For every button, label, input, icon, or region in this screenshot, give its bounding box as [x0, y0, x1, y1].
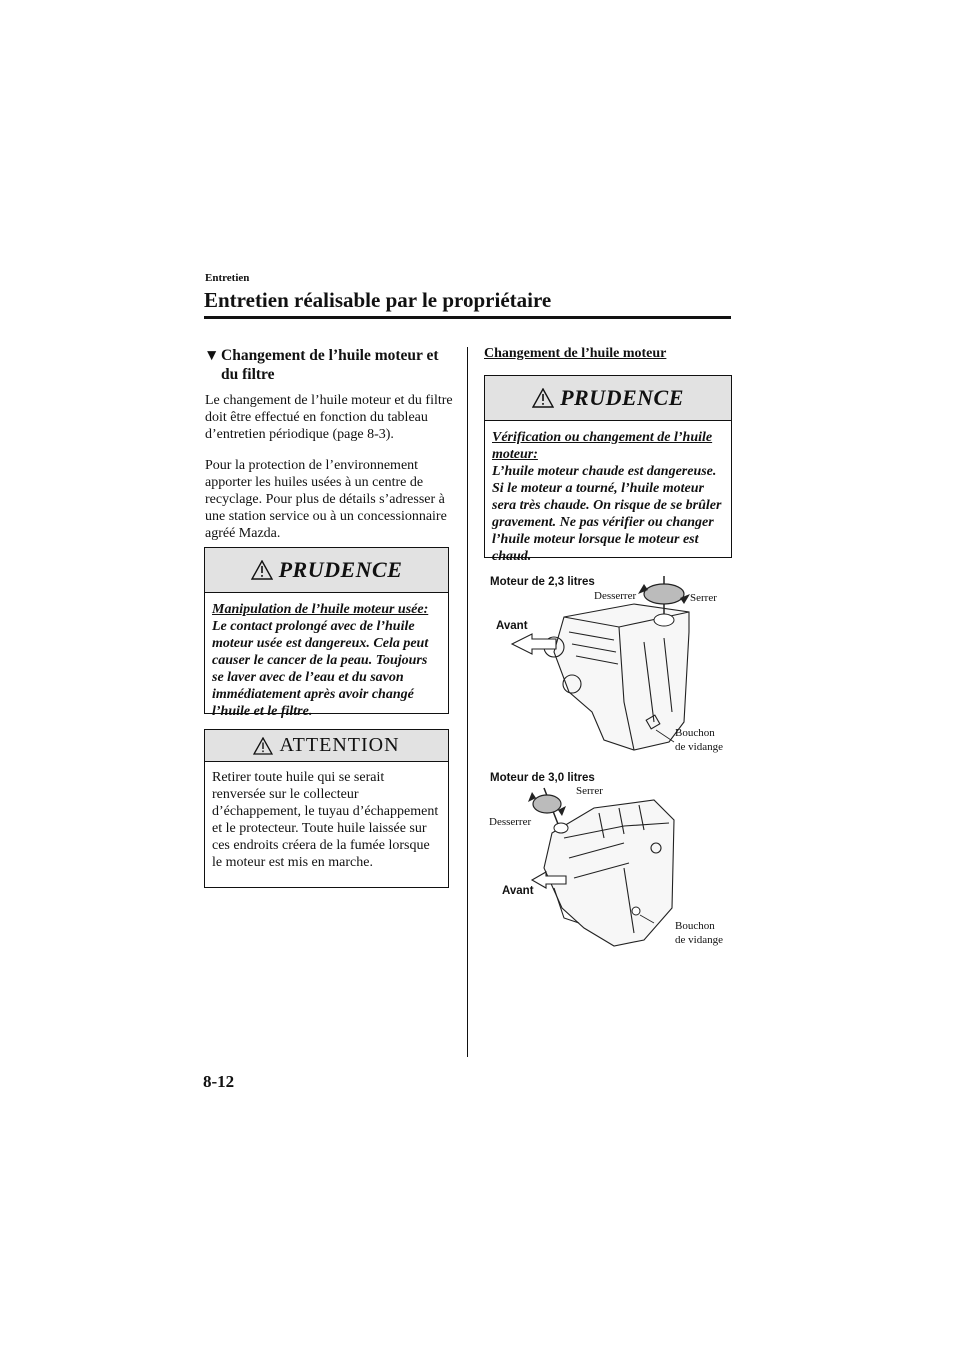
warning-triangle-icon: [251, 560, 273, 580]
caution-box-hot-oil: [484, 375, 732, 564]
page-title: Entretien réalisable par le propriétaire: [204, 288, 552, 312]
caution-subtitle: Vérification ou changement de l’huile moteur:: [492, 430, 713, 462]
rotation-arrow-icon: [528, 792, 566, 816]
column-divider: [467, 347, 468, 1057]
warning-triangle-icon: [532, 388, 554, 408]
attention-box: [204, 729, 449, 888]
caution-label: PRUDENCE: [560, 385, 684, 410]
warning-triangle-icon: [253, 737, 273, 755]
attention-label: ATTENTION: [279, 734, 400, 756]
front-label: Avant: [502, 885, 534, 897]
page-number: 8-12: [203, 1072, 235, 1091]
drain-plug-label-1: Bouchon: [675, 920, 715, 932]
section-heading-text: Changement de l’huile moteur et du filtre: [221, 347, 439, 383]
caution-subtitle: Manipulation de l’huile moteur usée:: [212, 602, 429, 617]
front-arrow-icon: [512, 634, 556, 654]
figure-engine-3-0: [484, 768, 734, 952]
caution-header: [485, 376, 731, 421]
title-rule: [204, 316, 731, 319]
drain-plug-label-2: de vidange: [675, 934, 723, 946]
intro-paragraph: Le changement de l’huile moteur et du filtre doit être effectué en fonction du tableau d’entretien périodique (page 8-3).: [205, 393, 453, 442]
engine-label: Moteur de 3,0 litres: [490, 772, 595, 784]
breadcrumb: Entretien: [205, 272, 250, 284]
caution-text: Le contact prolongé avec de l’huile moteur usée est dangereux. Cela peut causer le cancer de la peau. Toujours se laver avec de l’eau et du savon immédiatement après avoir changé l’huile et le filtre.: [212, 619, 429, 719]
environment-paragraph: Pour la protection de l’environnement apporter les huiles usées à un centre de recyclage. Pour plus de détails s’adresser à une station service ou à un concessionnaire agréé Mazda.: [205, 458, 447, 541]
tighten-label: Serrer: [576, 785, 603, 797]
attention-text: Retirer toute huile qui se serait renversée sur le collecteur d’échappement, le tuyau d’échappement et le protecteur. Toute huile laissée sur ces endroits créera de la fumée lorsque le moteur est mis en marche.: [212, 770, 439, 870]
engine-label: Moteur de 2,3 litres: [490, 576, 595, 588]
caution-header: [205, 548, 448, 593]
loosen-label: Desserrer: [594, 590, 637, 602]
drain-plug-label-2: de vidange: [675, 741, 723, 753]
attention-header: [205, 730, 448, 762]
figure-engine-2-3: [484, 572, 734, 762]
caution-box-used-oil: [204, 547, 449, 719]
section-heading: [204, 346, 454, 384]
loosen-label: Desserrer: [489, 816, 532, 828]
caution-text: L’huile moteur chaude est dangereuse. Si le moteur a tourné, l’huile moteur sera très chaude. On risque de se brûler gravement. Ne pas vérifier ou changer l’huile moteur lorsque le moteur est chaud.: [492, 464, 722, 564]
caution-label: PRUDENCE: [278, 557, 403, 582]
drain-plug-label-1: Bouchon: [675, 727, 715, 739]
triangle-bullet-icon: ▼: [204, 347, 220, 364]
rotation-arrow-icon: [638, 584, 690, 604]
tighten-label: Serrer: [690, 592, 717, 604]
right-heading: Changement de l’huile moteur: [484, 346, 667, 361]
front-label: Avant: [496, 620, 528, 632]
